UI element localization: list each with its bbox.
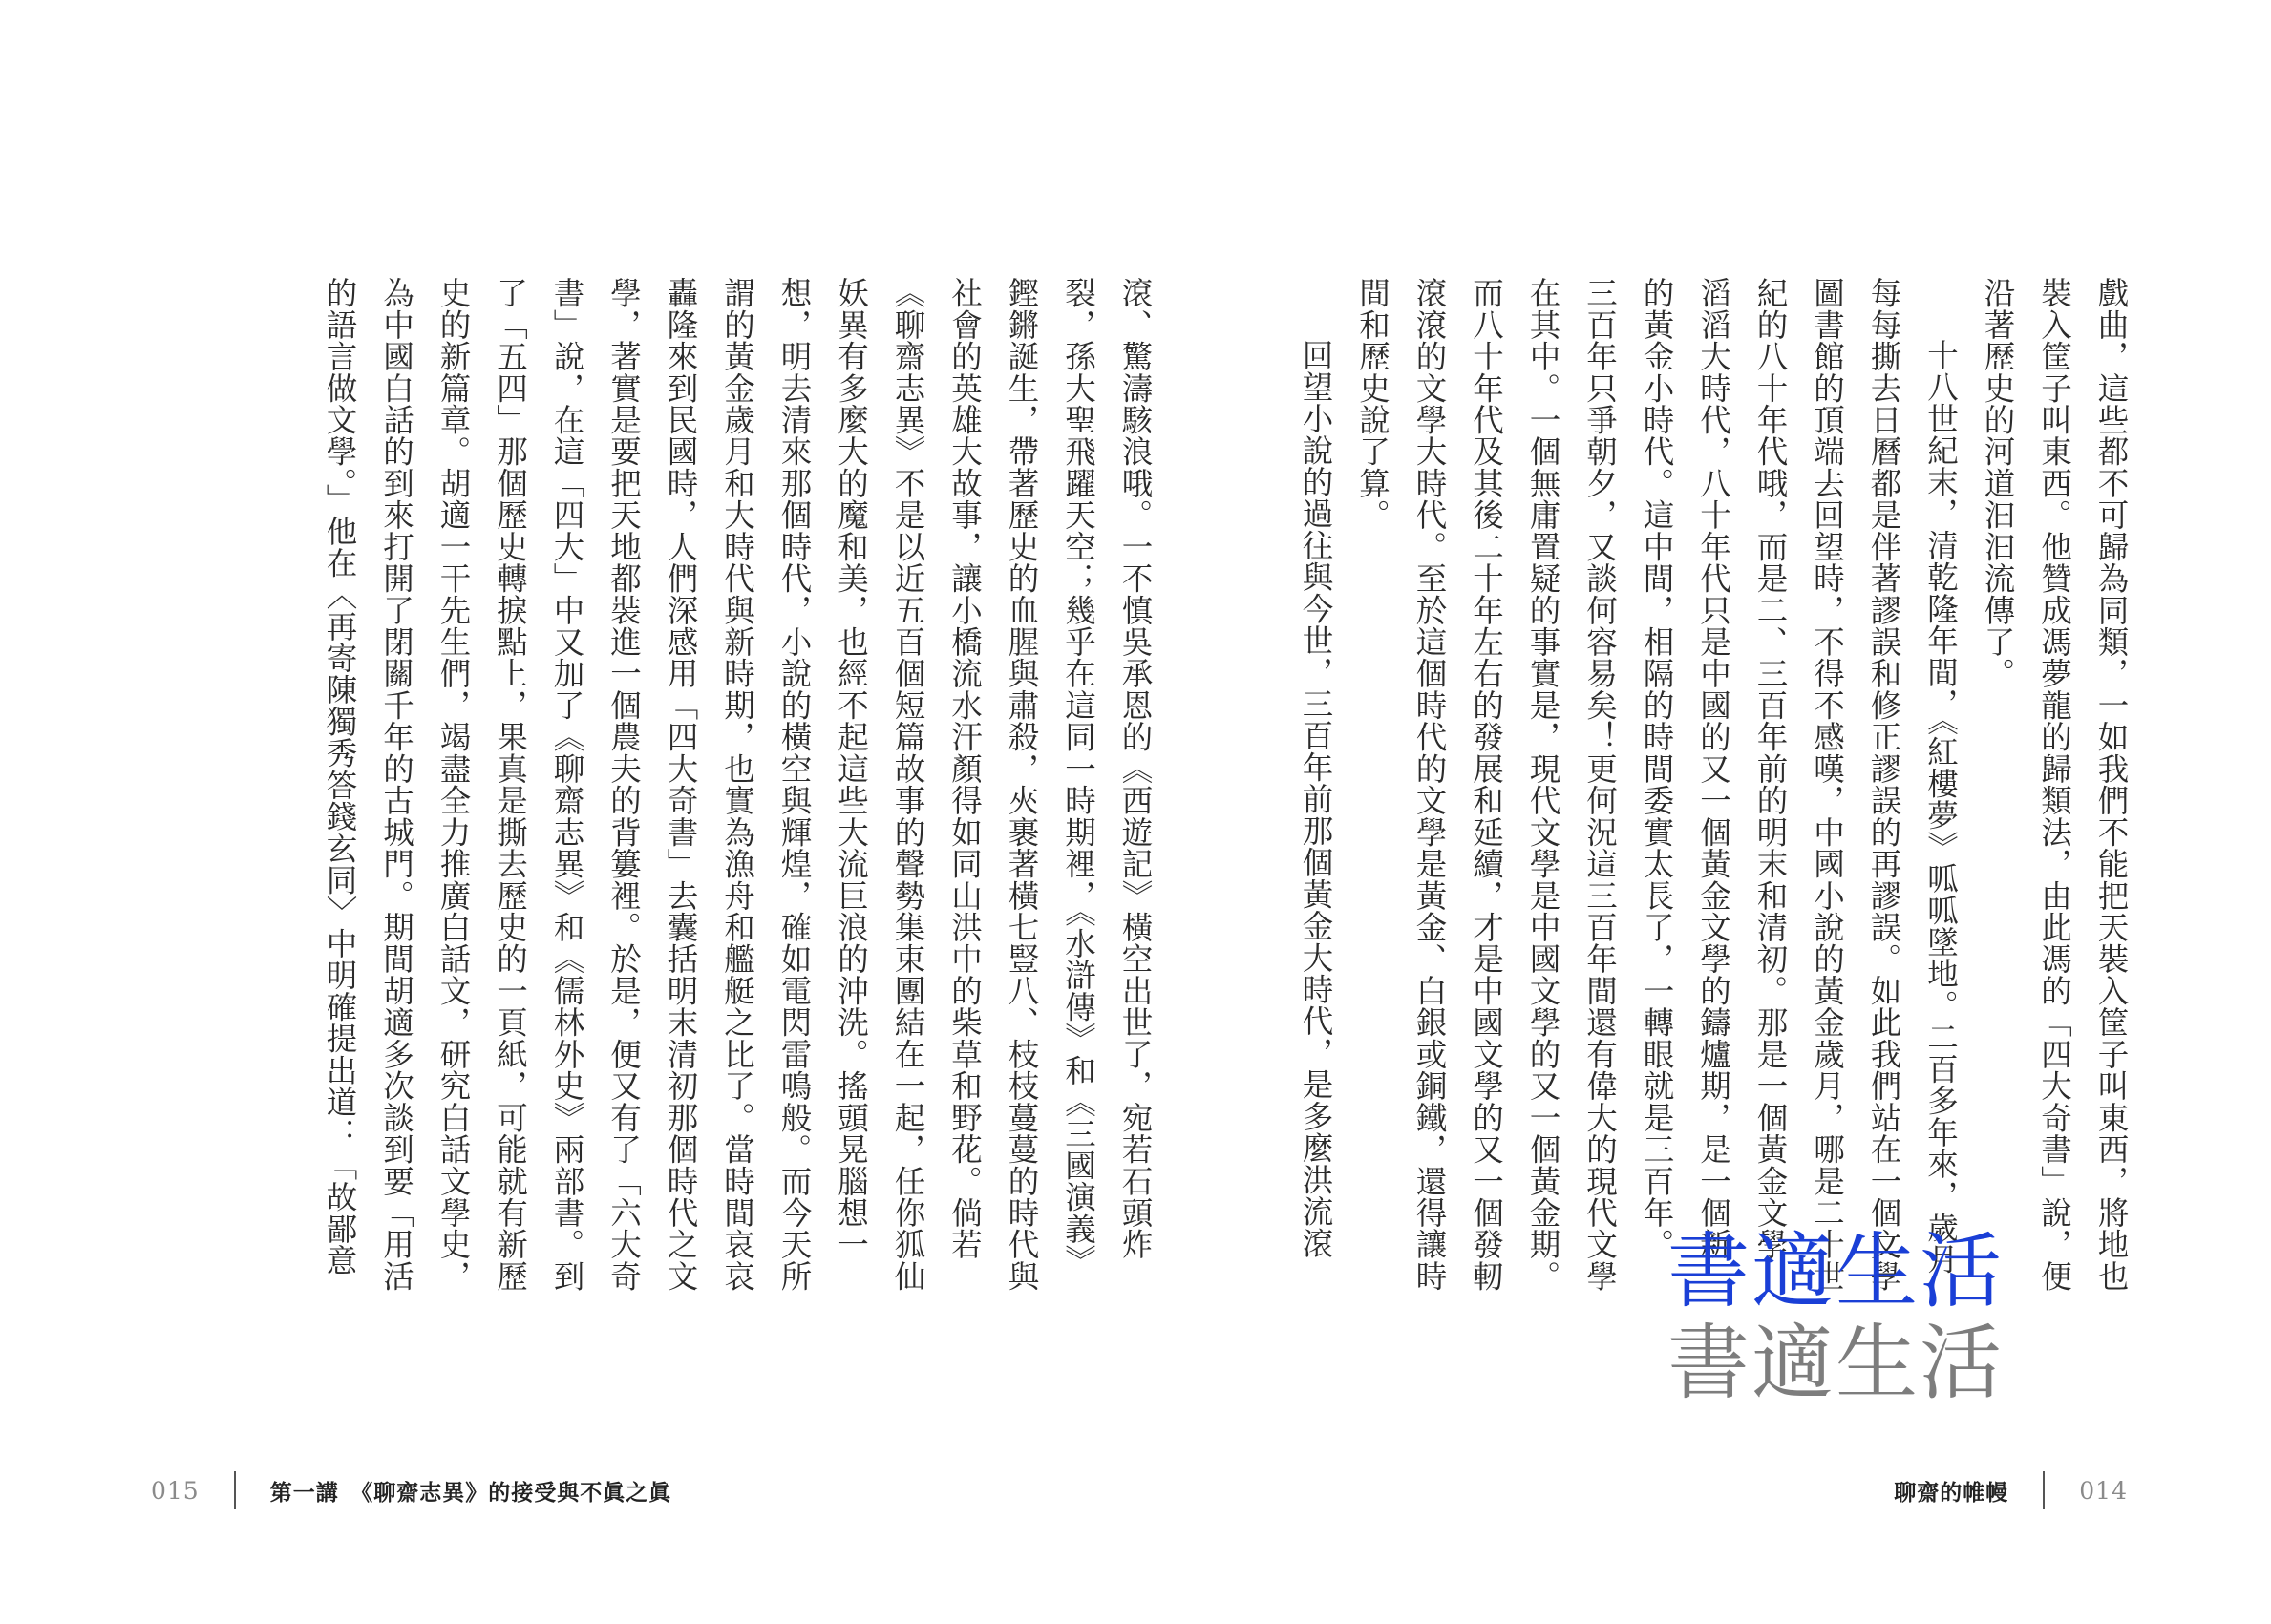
text-column: 在其中。一個無庸置疑的事實是，現代文學是中國文學的又一個黃金期。 — [1525, 277, 1561, 1293]
text-column: 書」說，在這「四大」中又加了《聊齋志異》和《儒林外史》兩部書。到 — [549, 277, 585, 1293]
left-page-body — [151, 277, 1163, 1293]
paragraph-start-column: 十八世紀末，清乾隆年間，《紅樓夢》呱呱墜地。二百多年來，歲月 — [1922, 339, 1960, 1276]
book-running-head: 聊齋的帷幔 — [1894, 1479, 2009, 1506]
text-column: 紀的八十年代哦，而是二、三百年前的明末和清初。那是一個黃金文學 — [1752, 277, 1789, 1260]
text-column: 史的新篇章。胡適一干先生們，竭盡全力推廣白話文，研究白話文學史， — [435, 277, 472, 1293]
text-column: 為中國白話的到來打開了閉關千年的古城門。期間胡適多次談到要「用活 — [378, 277, 415, 1293]
right-page-footer — [1894, 1468, 2128, 1512]
text-column: 滔滔大時代，八十年代只是中國的又一個黃金文學的鑄爐期，是一個新 — [1695, 277, 1732, 1260]
text-column: 三百年只爭朝夕，又談何容易矣！更何況這三百年間還有偉大的現代文學 — [1581, 277, 1619, 1293]
right-page-body — [1298, 277, 2139, 1293]
text-column: 裂，孫大聖飛躍天空；幾乎在這同一時期裡，《水滸傳》和《三國演義》 — [1060, 277, 1097, 1276]
text-column: 妖異有多麼大的魔和美，也經不起這些大流巨浪的沖洗。搖頭晃腦想一 — [833, 277, 870, 1260]
text-column: 滾、驚濤駭浪哦。一不慎吳承恩的《西遊記》橫空出世了，宛若石頭炸 — [1117, 277, 1154, 1260]
text-column: 間和歷史說了算。 — [1354, 277, 1391, 531]
text-column: 學，著實是要把天地都裝進一個農夫的背簍裡。於是，便又有了「六大奇 — [605, 277, 643, 1293]
footer-divider — [234, 1471, 236, 1509]
text-column: 每每撕去日曆都是伴著謬誤和修正謬誤的再謬誤。如此我們站在一個文學 — [1866, 277, 1902, 1293]
text-column: 鏗鏘誕生，帶著歷史的血腥與肅殺，夾裹著橫七豎八、枝枝蔓蔓的時代與 — [1004, 277, 1040, 1293]
text-column: 社會的英雄大故事，讓小橋流水汗顏得如同山洪中的柴草和野花。倘若 — [946, 277, 984, 1260]
text-column: 《聊齋志異》不是以近五百個短篇故事的聲勢集束團結在一起，任你狐仙 — [890, 277, 926, 1293]
paragraph-start-column: 回望小說的過往與今世，三百年前那個黃金大時代，是多麼洪流滾 — [1298, 339, 1334, 1259]
text-column: 想，明去清來那個時代，小說的橫空與輝煌，確如電閃雷鳴般。而今天所 — [776, 277, 813, 1293]
text-column: 沿著歷史的河道汩汩流傳了。 — [1980, 277, 2016, 689]
text-column: 的黃金小時代。這中間，相隔的時間委實太長了，一轉眼就是三百年。 — [1639, 277, 1675, 1260]
chapter-running-head: 第一講 《聊齋志異》的接受與不眞之眞 — [269, 1479, 672, 1506]
page-number: 014 — [2079, 1476, 2128, 1505]
text-column: 轟隆來到民國時，人們深感用「四大奇書」去囊括明末清初那個時代之文 — [663, 277, 699, 1293]
watermark-blue: 書適生活 — [1667, 1224, 2004, 1319]
text-column: 滾滾的文學大時代。至於這個時代的文學是黃金、白銀或銅鐵，還得讓時 — [1411, 277, 1448, 1293]
text-column: 戲曲，這些都不可歸為同類，一如我們不能把天裝入筐子叫東西，將地也 — [2093, 277, 2130, 1293]
footer-divider — [2043, 1471, 2045, 1509]
text-column: 的語言做文學。」他在〈再寄陳獨秀答錢玄同〉中明確提出道：「故鄙意 — [322, 277, 358, 1276]
text-column: 裝入筐子叫東西。他贊成馮夢龍的歸類法，由此馮的「四大奇書」說，便 — [2036, 277, 2073, 1293]
text-column: 謂的黃金歲月和大時代與新時期，也實為漁舟和艦艇之比了。當時間哀哀 — [719, 277, 756, 1293]
watermark-gray: 書適生活 — [1667, 1316, 2004, 1411]
page-number: 015 — [151, 1476, 200, 1505]
text-column: 了「五四」那個歷史轉捩點上，果真是撕去歷史的一頁紙，可能就有新歷 — [492, 277, 529, 1293]
text-column: 圖書館的頂端去回望時，不得不感嘆，中國小說的黃金歲月，哪是二十世 — [1809, 277, 1846, 1293]
text-column: 而八十年代及其後二十年左右的發展和延續，才是中國文學的又一個發軔 — [1468, 277, 1505, 1293]
left-page-footer — [151, 1468, 671, 1512]
